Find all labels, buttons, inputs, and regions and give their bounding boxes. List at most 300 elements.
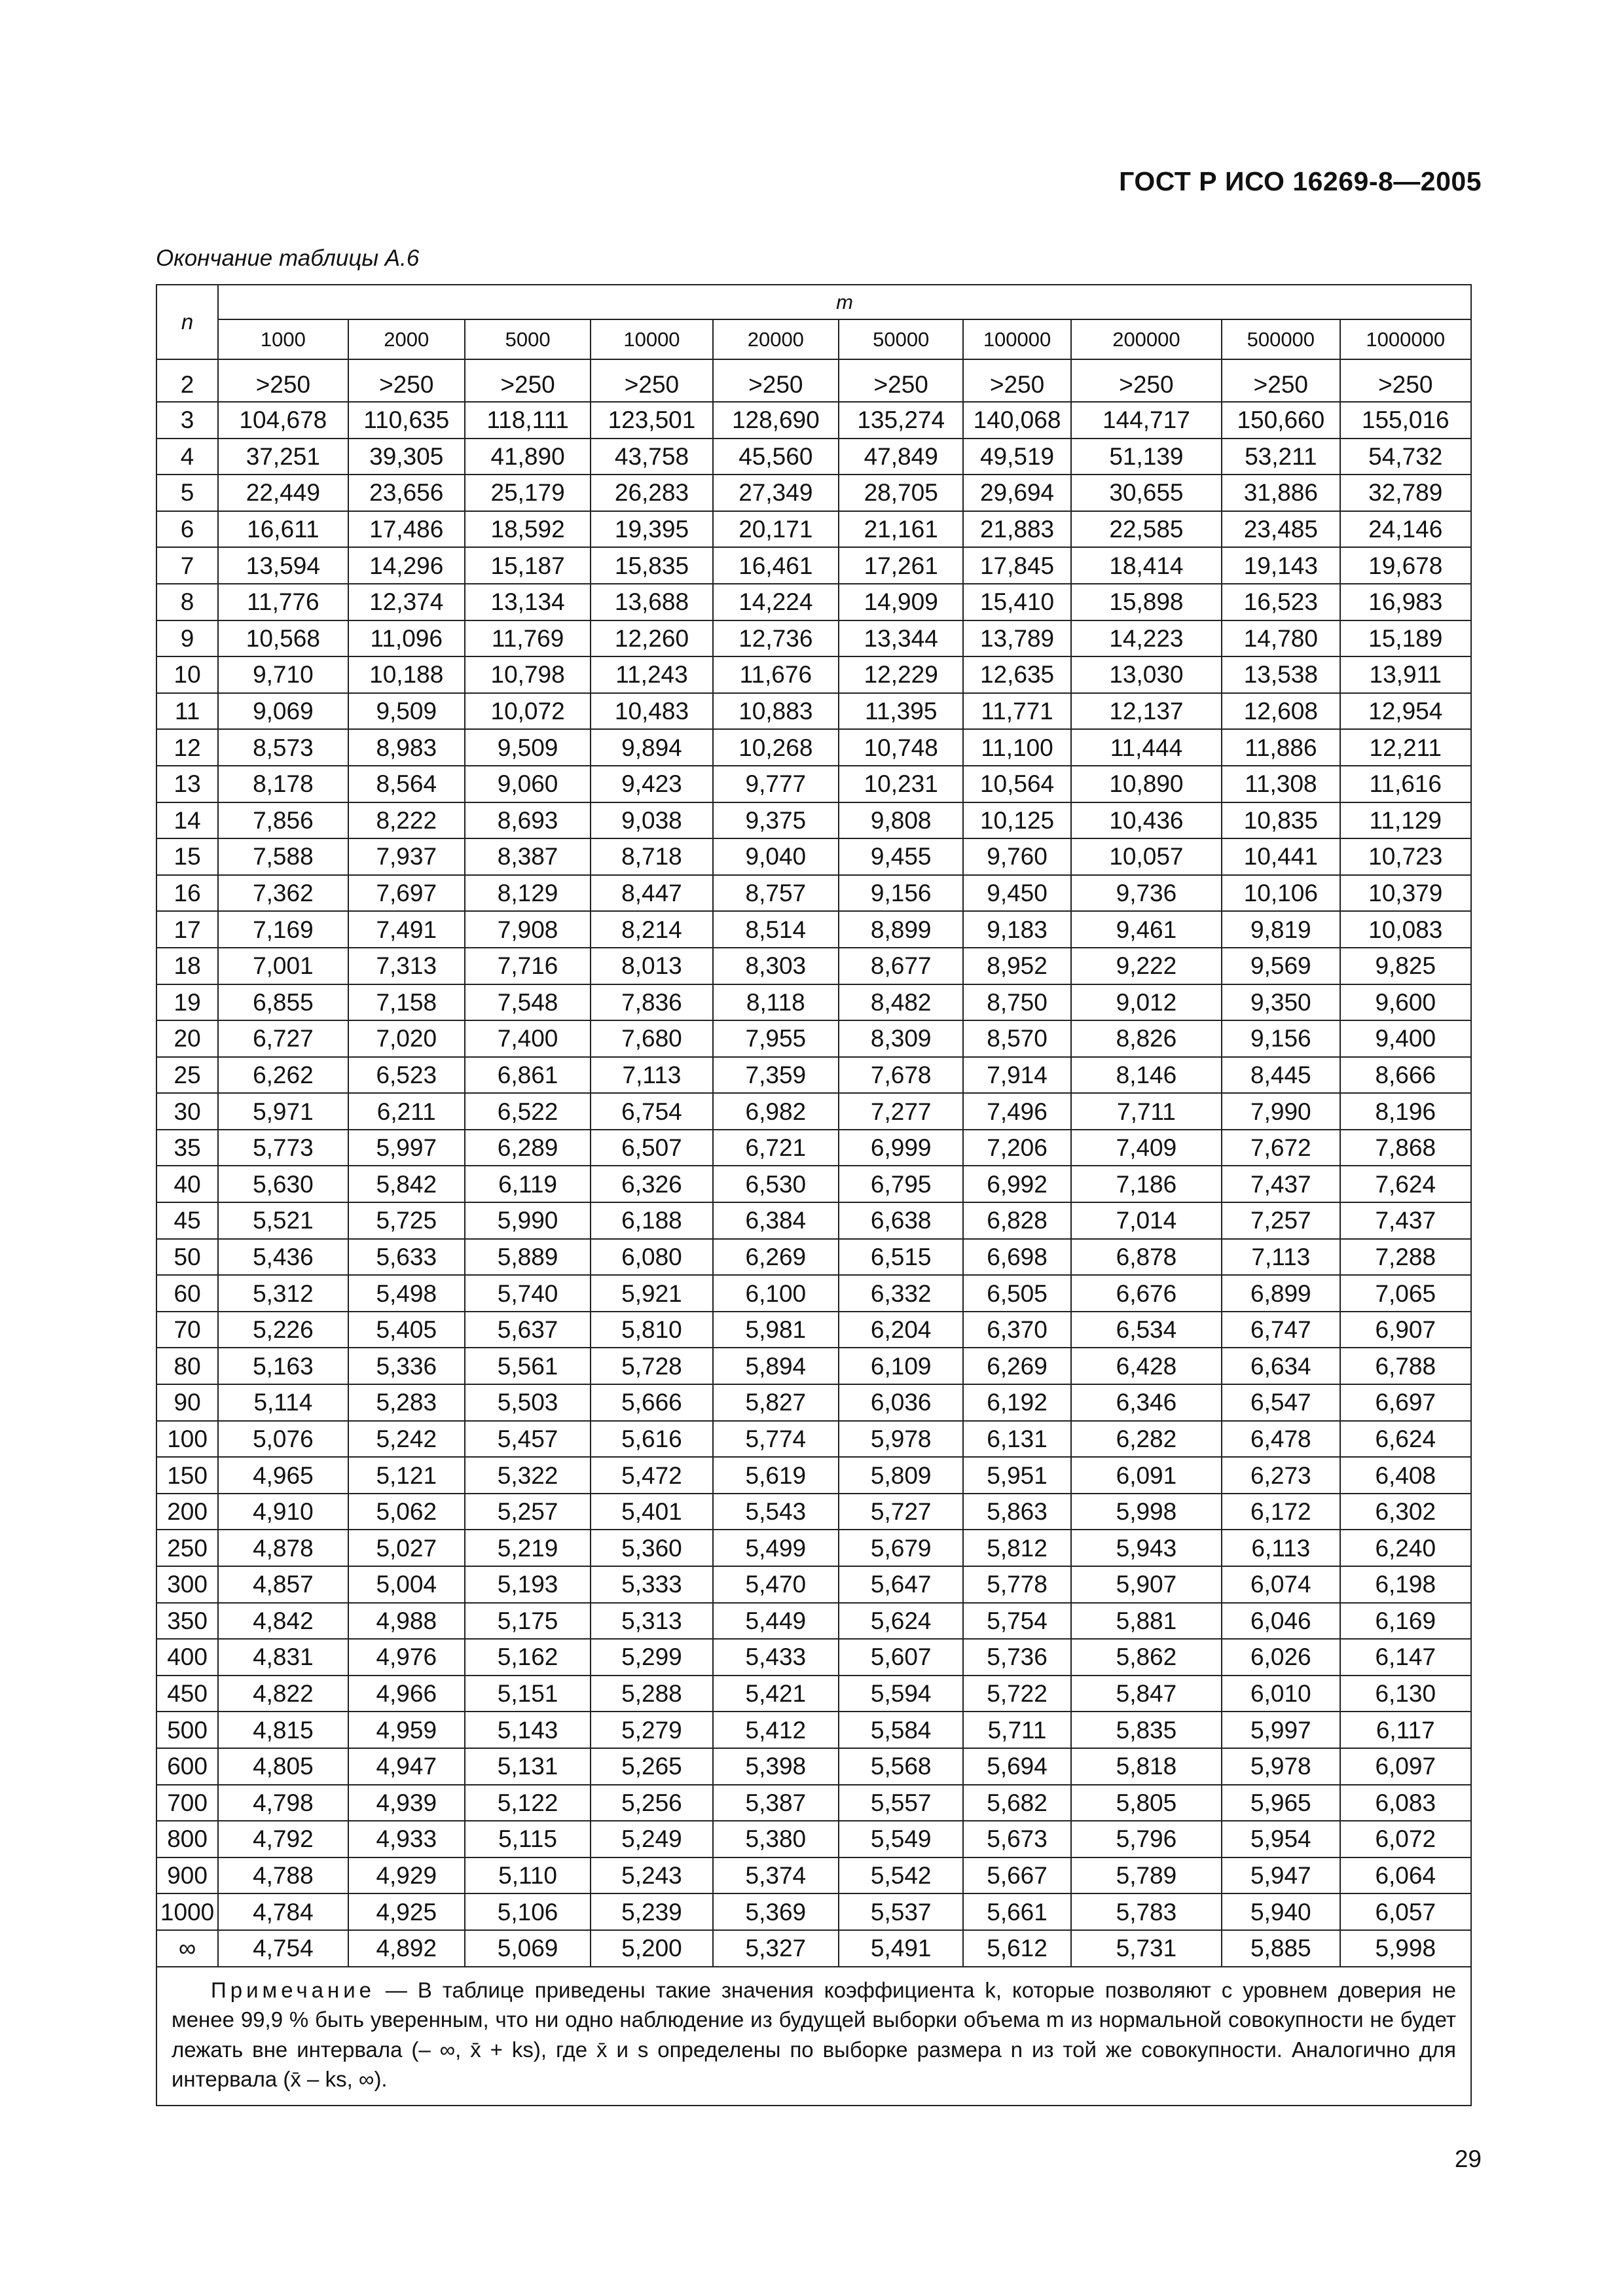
n-cell: 6 <box>156 511 218 548</box>
value-cell: 7,020 <box>348 1020 465 1057</box>
value-cell: 5,998 <box>1071 1494 1222 1530</box>
value-cell: 9,450 <box>963 875 1070 912</box>
value-cell: 19,678 <box>1340 547 1472 584</box>
value-cell: 5,279 <box>591 1712 712 1748</box>
value-cell: 9,350 <box>1222 984 1340 1021</box>
value-cell: 7,169 <box>218 911 348 948</box>
value-cell: 10,083 <box>1340 911 1472 948</box>
value-cell: 4,966 <box>348 1676 465 1712</box>
value-cell: 54,732 <box>1340 439 1472 475</box>
table-row <box>156 584 1471 620</box>
value-cell: 6,999 <box>839 1130 963 1166</box>
document-code: ГОСТ Р ИСО 16269-8—2005 <box>1119 166 1482 196</box>
value-cell: 5,647 <box>839 1566 963 1603</box>
value-cell: 15,189 <box>1340 620 1472 657</box>
value-cell: 7,206 <box>963 1130 1070 1166</box>
n-cell: 900 <box>156 1857 218 1894</box>
value-cell: 5,978 <box>839 1421 963 1458</box>
value-cell: 6,064 <box>1340 1857 1472 1894</box>
value-cell: 4,939 <box>348 1785 465 1821</box>
value-cell: 12,736 <box>713 620 839 657</box>
value-cell: 51,139 <box>1071 439 1222 475</box>
value-cell: 5,954 <box>1222 1821 1340 1857</box>
table-row <box>156 766 1471 802</box>
n-cell: 500 <box>156 1712 218 1748</box>
value-cell: 7,277 <box>839 1093 963 1130</box>
value-cell: 9,183 <box>963 911 1070 948</box>
value-cell: 7,065 <box>1340 1275 1472 1312</box>
value-cell: 11,395 <box>839 693 963 730</box>
value-cell: 6,198 <box>1340 1566 1472 1603</box>
value-cell: 5,619 <box>713 1457 839 1494</box>
value-cell: 6,036 <box>839 1384 963 1421</box>
table-row <box>156 475 1471 511</box>
value-cell: 5,561 <box>465 1348 591 1384</box>
value-cell: 6,624 <box>1340 1421 1472 1458</box>
n-cell: 12 <box>156 729 218 766</box>
value-cell: 8,447 <box>591 875 712 912</box>
value-cell: 6,026 <box>1222 1639 1340 1676</box>
value-cell: 104,678 <box>218 402 348 439</box>
n-cell: 450 <box>156 1676 218 1712</box>
value-cell: 5,885 <box>1222 1930 1340 1967</box>
value-cell: 4,947 <box>348 1748 465 1785</box>
value-cell: 8,482 <box>839 984 963 1021</box>
value-cell: 5,226 <box>218 1312 348 1348</box>
value-cell: 5,322 <box>465 1457 591 1494</box>
n-cell: 45 <box>156 1202 218 1239</box>
value-cell: 5,835 <box>1071 1712 1222 1748</box>
value-cell: 5,543 <box>713 1494 839 1530</box>
value-cell: 5,740 <box>465 1275 591 1312</box>
table-row <box>156 439 1471 475</box>
n-cell: 400 <box>156 1639 218 1676</box>
value-cell: 22,585 <box>1071 511 1222 548</box>
value-cell: 19,143 <box>1222 547 1340 584</box>
value-cell: 5,862 <box>1071 1639 1222 1676</box>
value-cell: 26,283 <box>591 475 712 511</box>
n-cell: 9 <box>156 620 218 657</box>
value-cell: 9,509 <box>348 693 465 730</box>
value-cell: 5,773 <box>218 1130 348 1166</box>
value-cell: 5,778 <box>963 1566 1070 1603</box>
value-cell: 5,679 <box>839 1530 963 1566</box>
value-cell: 6,522 <box>465 1093 591 1130</box>
value-cell: 5,951 <box>963 1457 1070 1494</box>
value-cell: 7,437 <box>1340 1202 1472 1239</box>
value-cell: 6,147 <box>1340 1639 1472 1676</box>
value-cell: 7,548 <box>465 984 591 1021</box>
value-cell: 6,828 <box>963 1202 1070 1239</box>
m-value-header: 20000 <box>713 319 839 359</box>
value-cell: >250 <box>713 359 839 402</box>
n-cell: 7 <box>156 547 218 584</box>
n-cell: 3 <box>156 402 218 439</box>
value-cell: 6,507 <box>591 1130 712 1166</box>
table-row <box>156 1421 1471 1458</box>
value-cell: 6,523 <box>348 1057 465 1094</box>
value-cell: 5,457 <box>465 1421 591 1458</box>
value-cell: 5,257 <box>465 1494 591 1530</box>
value-cell: 5,143 <box>465 1712 591 1748</box>
value-cell: 5,405 <box>348 1312 465 1348</box>
table-row <box>156 1093 1471 1130</box>
value-cell: 10,568 <box>218 620 348 657</box>
value-cell: 6,408 <box>1340 1457 1472 1494</box>
value-cell: 8,222 <box>348 802 465 839</box>
value-cell: 5,997 <box>1222 1712 1340 1748</box>
value-cell: 4,831 <box>218 1639 348 1676</box>
value-cell: 12,635 <box>963 656 1070 693</box>
value-cell: 8,146 <box>1071 1057 1222 1094</box>
value-cell: 14,909 <box>839 584 963 620</box>
n-cell: 8 <box>156 584 218 620</box>
value-cell: 11,308 <box>1222 766 1340 802</box>
value-cell: 10,723 <box>1340 838 1472 875</box>
n-cell: 16 <box>156 875 218 912</box>
m-value-header: 50000 <box>839 319 963 359</box>
value-cell: 15,898 <box>1071 584 1222 620</box>
value-cell: 9,455 <box>839 838 963 875</box>
value-cell: 5,568 <box>839 1748 963 1785</box>
value-cell: 9,509 <box>465 729 591 766</box>
table-row <box>156 1348 1471 1384</box>
value-cell: 5,940 <box>1222 1893 1340 1930</box>
value-cell: 7,186 <box>1071 1166 1222 1202</box>
value-cell: 30,655 <box>1071 475 1222 511</box>
value-cell: >250 <box>1222 359 1340 402</box>
table-row <box>156 1312 1471 1348</box>
value-cell: 10,106 <box>1222 875 1340 912</box>
value-cell: 8,899 <box>839 911 963 948</box>
value-cell: 47,849 <box>839 439 963 475</box>
data-table <box>156 284 1472 2106</box>
value-cell: 5,981 <box>713 1312 839 1348</box>
value-cell: 13,594 <box>218 547 348 584</box>
n-cell: 2 <box>156 359 218 402</box>
value-cell: >250 <box>465 359 591 402</box>
value-cell: 9,222 <box>1071 948 1222 984</box>
value-cell: 6,211 <box>348 1093 465 1130</box>
value-cell: 5,661 <box>963 1893 1070 1930</box>
value-cell: 9,777 <box>713 766 839 802</box>
value-cell: 5,633 <box>348 1239 465 1276</box>
value-cell: 5,312 <box>218 1275 348 1312</box>
value-cell: 7,496 <box>963 1093 1070 1130</box>
table-row <box>156 1639 1471 1676</box>
m-value-header: 1000000 <box>1340 319 1472 359</box>
value-cell: 6,754 <box>591 1093 712 1130</box>
value-cell: 7,113 <box>591 1057 712 1094</box>
value-cell: 5,682 <box>963 1785 1070 1821</box>
value-cell: 5,997 <box>348 1130 465 1166</box>
value-cell: 5,736 <box>963 1639 1070 1676</box>
value-cell: 6,080 <box>591 1239 712 1276</box>
value-cell: 5,616 <box>591 1421 712 1458</box>
value-cell: 10,072 <box>465 693 591 730</box>
value-cell: 11,100 <box>963 729 1070 766</box>
value-cell: 7,868 <box>1340 1130 1472 1166</box>
value-cell: 7,955 <box>713 1020 839 1057</box>
value-cell: 110,635 <box>348 402 465 439</box>
value-cell: 9,156 <box>1222 1020 1340 1057</box>
value-cell: 5,990 <box>465 1202 591 1239</box>
value-cell: 8,573 <box>218 729 348 766</box>
value-cell: 23,656 <box>348 475 465 511</box>
value-cell: 16,523 <box>1222 584 1340 620</box>
value-cell: 5,943 <box>1071 1530 1222 1566</box>
value-cell: 10,231 <box>839 766 963 802</box>
value-cell: 9,461 <box>1071 911 1222 948</box>
value-cell: 6,072 <box>1340 1821 1472 1857</box>
value-cell: >250 <box>348 359 465 402</box>
value-cell: 8,750 <box>963 984 1070 1021</box>
n-cell: 200 <box>156 1494 218 1530</box>
value-cell: 16,611 <box>218 511 348 548</box>
value-cell: 7,158 <box>348 984 465 1021</box>
n-cell: 350 <box>156 1603 218 1640</box>
value-cell: 5,789 <box>1071 1857 1222 1894</box>
value-cell: 5,433 <box>713 1639 839 1676</box>
value-cell: 5,805 <box>1071 1785 1222 1821</box>
value-cell: 6,091 <box>1071 1457 1222 1494</box>
value-cell: 10,441 <box>1222 838 1340 875</box>
value-cell: 6,262 <box>218 1057 348 1094</box>
value-cell: 5,131 <box>465 1748 591 1785</box>
value-cell: 10,835 <box>1222 802 1340 839</box>
value-cell: 5,249 <box>591 1821 712 1857</box>
value-cell: 8,445 <box>1222 1057 1340 1094</box>
table-row <box>156 802 1471 839</box>
value-cell: 5,004 <box>348 1566 465 1603</box>
value-cell: 9,400 <box>1340 1020 1472 1057</box>
value-cell: 6,131 <box>963 1421 1070 1458</box>
value-cell: 8,196 <box>1340 1093 1472 1130</box>
value-cell: 9,060 <box>465 766 591 802</box>
value-cell: 6,097 <box>1340 1748 1472 1785</box>
value-cell: 5,369 <box>713 1893 839 1930</box>
n-cell: 90 <box>156 1384 218 1421</box>
value-cell: 5,809 <box>839 1457 963 1494</box>
value-cell: 5,774 <box>713 1421 839 1458</box>
value-cell: 14,296 <box>348 547 465 584</box>
value-cell: 8,983 <box>348 729 465 766</box>
value-cell: 5,387 <box>713 1785 839 1821</box>
value-cell: 24,146 <box>1340 511 1472 548</box>
value-cell: 17,261 <box>839 547 963 584</box>
value-cell: 12,608 <box>1222 693 1340 730</box>
value-cell: 11,243 <box>591 656 712 693</box>
value-cell: 9,012 <box>1071 984 1222 1021</box>
value-cell: 4,788 <box>218 1857 348 1894</box>
value-cell: 11,886 <box>1222 729 1340 766</box>
value-cell: 6,478 <box>1222 1421 1340 1458</box>
n-cell: 25 <box>156 1057 218 1094</box>
m-value-header: 10000 <box>591 319 712 359</box>
value-cell: 7,914 <box>963 1057 1070 1094</box>
value-cell: 5,711 <box>963 1712 1070 1748</box>
value-cell: 5,401 <box>591 1494 712 1530</box>
value-cell: 4,988 <box>348 1603 465 1640</box>
value-cell: 5,163 <box>218 1348 348 1384</box>
value-cell: 5,283 <box>348 1384 465 1421</box>
value-cell: 6,721 <box>713 1130 839 1166</box>
table-row <box>156 729 1471 766</box>
value-cell: 5,637 <box>465 1312 591 1348</box>
value-cell: 17,845 <box>963 547 1070 584</box>
n-cell: 250 <box>156 1530 218 1566</box>
value-cell: 5,242 <box>348 1421 465 1458</box>
value-cell: 6,697 <box>1340 1384 1472 1421</box>
value-cell: 7,491 <box>348 911 465 948</box>
value-cell: 6,992 <box>963 1166 1070 1202</box>
value-cell: 16,461 <box>713 547 839 584</box>
value-cell: 4,892 <box>348 1930 465 1967</box>
table-row <box>156 1821 1471 1857</box>
value-cell: 5,503 <box>465 1384 591 1421</box>
value-cell: 6,795 <box>839 1166 963 1202</box>
value-cell: 8,129 <box>465 875 591 912</box>
value-cell: 8,564 <box>348 766 465 802</box>
table-row <box>156 1494 1471 1530</box>
table-row <box>156 1275 1471 1312</box>
value-cell: 13,538 <box>1222 656 1340 693</box>
value-cell: 5,499 <box>713 1530 839 1566</box>
value-cell: 6,117 <box>1340 1712 1472 1748</box>
value-cell: 5,921 <box>591 1275 712 1312</box>
value-cell: 6,727 <box>218 1020 348 1057</box>
value-cell: 6,326 <box>591 1166 712 1202</box>
table-row <box>156 1930 1471 1967</box>
value-cell: 5,114 <box>218 1384 348 1421</box>
table-row <box>156 402 1471 439</box>
value-cell: 6,346 <box>1071 1384 1222 1421</box>
value-cell: 41,890 <box>465 439 591 475</box>
value-cell: 6,907 <box>1340 1312 1472 1348</box>
value-cell: >250 <box>591 359 712 402</box>
n-cell: 1000 <box>156 1893 218 1930</box>
value-cell: 5,122 <box>465 1785 591 1821</box>
value-cell: 14,223 <box>1071 620 1222 657</box>
table-row <box>156 1566 1471 1603</box>
value-cell: 5,827 <box>713 1384 839 1421</box>
value-cell: 12,229 <box>839 656 963 693</box>
value-cell: 7,400 <box>465 1020 591 1057</box>
value-cell: 5,907 <box>1071 1566 1222 1603</box>
value-cell: 4,878 <box>218 1530 348 1566</box>
value-cell: 5,239 <box>591 1893 712 1930</box>
value-cell: 6,547 <box>1222 1384 1340 1421</box>
n-cell: 35 <box>156 1130 218 1166</box>
value-cell: 6,505 <box>963 1275 1070 1312</box>
value-cell: 5,062 <box>348 1494 465 1530</box>
value-cell: 7,001 <box>218 948 348 984</box>
value-cell: 6,172 <box>1222 1494 1340 1530</box>
value-cell: 5,374 <box>713 1857 839 1894</box>
value-cell: 39,305 <box>348 439 465 475</box>
table-row <box>156 838 1471 875</box>
note-text: — В таблице приведены такие значения коэффициента k, которые позволяют с уровнем доверия не менее 99,9 % быть уверенным, что ни одно наблюдение из будущей выборки объема m из нормальной совокупности не будет лежать вне интервала (– ∞, x̄ + ks), где x̄ и s определены по выборке размера n из той же совокупности. Аналогично для интервала (x̄ – ks, ∞). <box>172 1977 1456 2092</box>
value-cell: 5,398 <box>713 1748 839 1785</box>
value-cell: 5,971 <box>218 1093 348 1130</box>
value-cell: 5,193 <box>465 1566 591 1603</box>
value-cell: 5,965 <box>1222 1785 1340 1821</box>
n-cell: 20 <box>156 1020 218 1057</box>
m-header: m <box>218 285 1471 319</box>
value-cell: 11,771 <box>963 693 1070 730</box>
value-cell: 9,600 <box>1340 984 1472 1021</box>
value-cell: 5,881 <box>1071 1603 1222 1640</box>
m-value-header: 500000 <box>1222 319 1340 359</box>
value-cell: 4,754 <box>218 1930 348 1967</box>
value-cell: 10,483 <box>591 693 712 730</box>
n-cell: 14 <box>156 802 218 839</box>
value-cell: 7,288 <box>1340 1239 1472 1276</box>
value-cell: 6,046 <box>1222 1603 1340 1640</box>
value-cell: 5,557 <box>839 1785 963 1821</box>
note-label: Примечание <box>211 1977 376 2002</box>
value-cell: 5,630 <box>218 1166 348 1202</box>
value-cell: 7,711 <box>1071 1093 1222 1130</box>
value-cell: 5,754 <box>963 1603 1070 1640</box>
value-cell: 4,842 <box>218 1603 348 1640</box>
value-cell: 4,815 <box>218 1712 348 1748</box>
n-cell: 18 <box>156 948 218 984</box>
value-cell: 10,379 <box>1340 875 1472 912</box>
value-cell: 5,360 <box>591 1530 712 1566</box>
value-cell: 9,156 <box>839 875 963 912</box>
value-cell: 32,789 <box>1340 475 1472 511</box>
value-cell: 5,200 <box>591 1930 712 1967</box>
value-cell: 8,214 <box>591 911 712 948</box>
value-cell: 5,947 <box>1222 1857 1340 1894</box>
value-cell: 21,161 <box>839 511 963 548</box>
value-cell: 5,521 <box>218 1202 348 1239</box>
value-cell: 4,976 <box>348 1639 465 1676</box>
n-cell: 50 <box>156 1239 218 1276</box>
value-cell: 10,748 <box>839 729 963 766</box>
value-cell: 10,564 <box>963 766 1070 802</box>
value-cell: 5,812 <box>963 1530 1070 1566</box>
value-cell: 11,776 <box>218 584 348 620</box>
value-cell: 144,717 <box>1071 402 1222 439</box>
value-cell: >250 <box>1340 359 1472 402</box>
value-cell: 7,437 <box>1222 1166 1340 1202</box>
value-cell: >250 <box>963 359 1070 402</box>
value-cell: 4,933 <box>348 1821 465 1857</box>
table-row <box>156 1603 1471 1640</box>
table-caption: Окончание таблицы А.6 <box>156 245 420 271</box>
value-cell: 10,188 <box>348 656 465 693</box>
value-cell: 5,978 <box>1222 1748 1340 1785</box>
value-cell: 9,710 <box>218 656 348 693</box>
value-cell: 5,069 <box>465 1930 591 1967</box>
value-cell: 15,187 <box>465 547 591 584</box>
value-cell: 6,010 <box>1222 1676 1340 1712</box>
value-cell: 6,861 <box>465 1057 591 1094</box>
value-cell: 5,694 <box>963 1748 1070 1785</box>
value-cell: 5,162 <box>465 1639 591 1676</box>
value-cell: 118,111 <box>465 402 591 439</box>
value-cell: 9,760 <box>963 838 1070 875</box>
value-cell: 28,705 <box>839 475 963 511</box>
value-cell: 6,788 <box>1340 1348 1472 1384</box>
n-cell: 30 <box>156 1093 218 1130</box>
value-cell: 5,333 <box>591 1566 712 1603</box>
value-cell: 5,151 <box>465 1676 591 1712</box>
value-cell: 7,588 <box>218 838 348 875</box>
value-cell: 8,677 <box>839 948 963 984</box>
